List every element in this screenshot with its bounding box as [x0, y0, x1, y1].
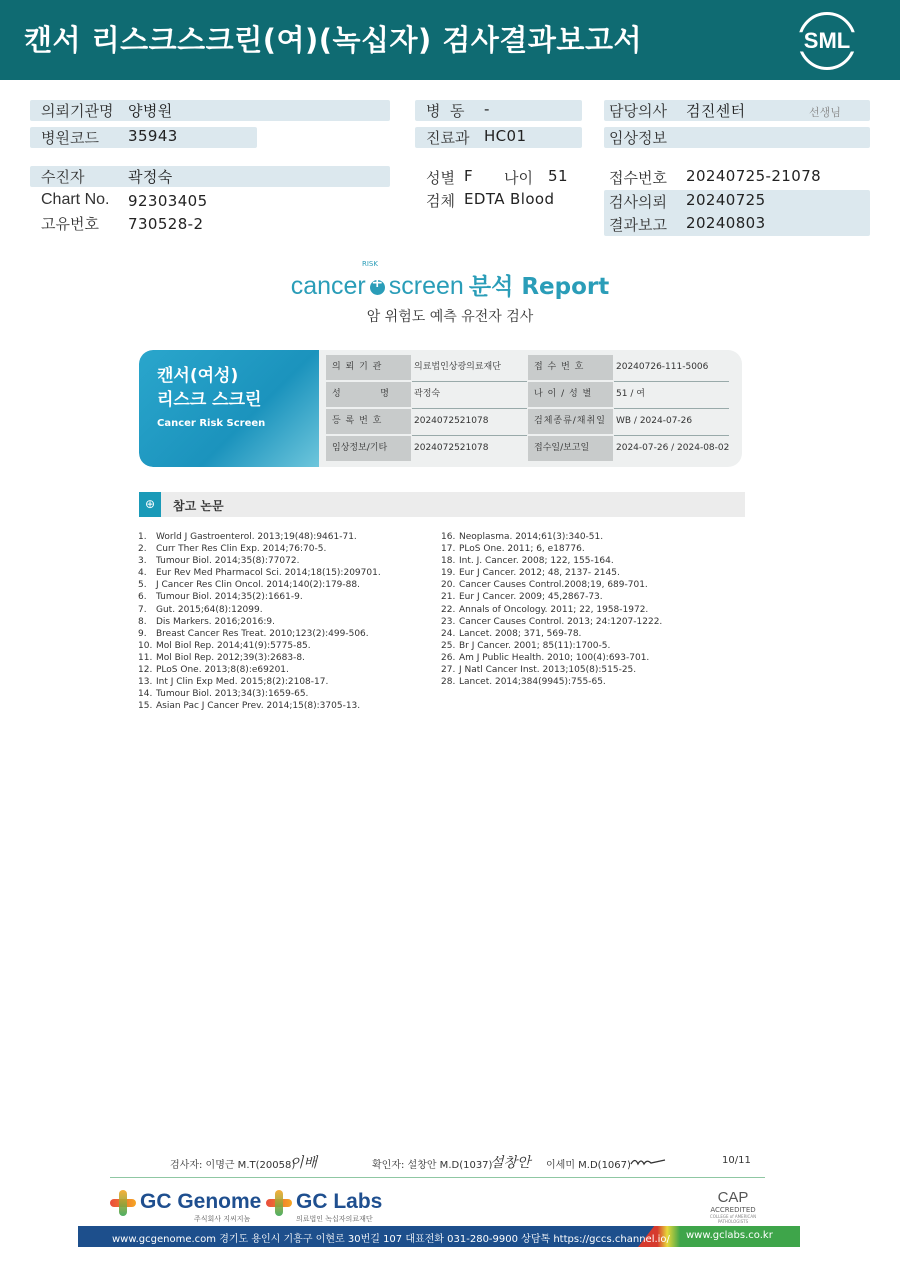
footer-divider [110, 1177, 765, 1178]
reference-item: 23. Cancer Causes Control. 2013; 24:1207-1222. [441, 616, 663, 627]
card-title-en: Cancer Risk Screen [157, 418, 266, 429]
cancer-risk-screen-brand [0, 260, 900, 301]
card-label: 접 수 번 호 [528, 355, 613, 380]
reference-item: 18. Int. J. Cancer. 2008; 122, 155-164. [441, 556, 614, 567]
clinical-label: 임상정보 [609, 129, 667, 147]
id-label: 고유번호 [41, 215, 99, 233]
doctor-suffix: 선생님 [809, 106, 841, 119]
reference-item: 4. Eur Rev Med Pharmacol Sci. 2014;18(15):209701. [138, 568, 381, 579]
confirmer-sign: 확인자: 설창안 M.D(1037) [372, 1160, 493, 1171]
client-label: 의뢰기관명 [41, 102, 114, 120]
reference-item: 15. Asian Pac J Cancer Prev. 2014;15(8):3705-13. [138, 701, 361, 712]
age-value: 51 [548, 167, 568, 185]
reference-item: 11. Mol Biol Rep. 2012;39(3):2683-8. [138, 652, 305, 663]
reference-item: 1. World J Gastroenterol. 2013;19(48):9461-71. [138, 532, 357, 542]
reference-item: 10. Mol Biol Rep. 2014;41(9):5775-85. [138, 640, 311, 651]
doctor-label: 담당의사 [609, 102, 667, 120]
reference-item: 16. Neoplasma. 2014;61(3):340-51. [441, 532, 604, 542]
brand-screen: screen [388, 272, 464, 300]
reference-item: 25. Br J Cancer. 2001; 85(11):1700-5. [441, 640, 611, 651]
reference-item: 7. Gut. 2015;64(8):12099. [138, 604, 263, 615]
ward-value: - [484, 100, 490, 118]
report-title: 캔서 리스크스크린(여)(녹십자) 검사결과보고서 [24, 23, 642, 57]
reference-item: 17. PLoS One. 2011; 6, e18776. [441, 544, 585, 555]
reference-item: 6. Tumour Biol. 2014;35(2):1661-9. [138, 592, 303, 603]
summary-card [139, 350, 742, 467]
reference-item: 14. Tumour Biol. 2013;34(3):1659-65. [138, 689, 309, 700]
dept-label: 진료과 [426, 129, 470, 147]
reference-item: 3. Tumour Biol. 2014;35(8):77072. [138, 556, 300, 567]
reference-item: 2. Curr Ther Res Clin Exp. 2014;76:70-5. [138, 544, 327, 555]
receipt-label: 접수번호 [609, 169, 667, 187]
card-label: 검체종류/채취일 [528, 409, 613, 434]
reference-item: 12. PLoS One. 2013;8(8):e69201. [138, 665, 289, 676]
reference-item: 26. Am J Public Health. 2010; 100(4):693-701. [441, 652, 650, 663]
reference-item: 13. Int J Clin Exp Med. 2015;8(2):2108-17. [138, 677, 329, 688]
id-value: 730528-2 [128, 215, 204, 233]
report-label: 결과보고 [609, 216, 667, 234]
card-title-2: 리스크 스크린 [157, 390, 262, 410]
specimen-label: 검체 [426, 192, 455, 210]
chart-value: 92303405 [128, 192, 208, 210]
card-value: 2024-07-26 / 2024-08-02 [616, 443, 730, 453]
confirmer-signature: 설창안 [490, 1155, 531, 1171]
reference-item: 20. Cancer Causes Control.2008;19, 689-701. [441, 580, 648, 591]
reference-item: 22. Annals of Oncology. 2011; 22, 1958-1972. [441, 604, 649, 615]
references-title: 참고 논문 [173, 499, 224, 513]
footer-address: www.gcgenome.com 경기도 용인시 기흥구 이현로 30번길 107 대표전화 031-280-9900 상담톡 https://gccs.channel.io/ [112, 1234, 670, 1245]
reference-icon: ⊕ [139, 492, 161, 517]
card-value: 2024072521078 [414, 416, 489, 426]
client-value: 양병원 [128, 102, 173, 120]
references-header [139, 492, 745, 517]
report-header [0, 0, 900, 80]
card-title-1: 캔서(여성) [157, 366, 239, 386]
specimen-value: EDTA Blood [464, 190, 555, 208]
brand-cancer: cancer [290, 272, 366, 300]
tester-signature: 이배 [290, 1155, 318, 1171]
reference-item: 24. Lancet. 2008; 371, 569-78. [441, 628, 582, 639]
page-number: 10/11 [722, 1155, 751, 1166]
card-label: 나 이 / 성 별 [528, 382, 613, 407]
age-label: 나이 [504, 169, 533, 187]
reference-item: 9. Breast Cancer Res Treat. 2010;123(2):499-506. [138, 628, 369, 639]
footer-url: www.gclabs.co.kr [686, 1230, 773, 1241]
brand-report: 분석 Report [468, 274, 610, 300]
card-value: WB / 2024-07-26 [616, 416, 693, 426]
card-value: 51 / 여 [616, 389, 645, 399]
confirmer2-sign: 이세미 M.D(1067) [546, 1160, 631, 1171]
card-label: 의 뢰 기 관 [326, 355, 411, 380]
plus-icon [370, 280, 385, 295]
chart-label: Chart No. [41, 191, 110, 208]
report-value: 20240803 [686, 214, 766, 232]
dept-value: HC01 [484, 127, 527, 145]
reference-item: 5. J Cancer Res Clin Oncol. 2014;140(2):179-88. [138, 580, 360, 591]
confirmer2-signature [630, 1156, 666, 1168]
receipt-value: 20240725-21078 [686, 167, 822, 185]
reference-item: 27. J Natl Cancer Inst. 2013;105(8):515-25. [441, 665, 637, 676]
hospital-code-value: 35943 [128, 127, 178, 145]
reference-item: 19. Eur J Cancer. 2012; 48, 2137- 2145. [441, 568, 620, 579]
patient-label: 수진자 [41, 168, 85, 186]
ward-label: 병 동 [426, 102, 465, 120]
card-label: 접수일/보고일 [528, 436, 613, 461]
brand-risk: RISK [362, 260, 378, 268]
card-label: 등 록 번 호 [326, 409, 411, 434]
card-title-panel [139, 350, 319, 467]
sex-value: F [464, 167, 474, 185]
card-value: 2024072521078 [414, 443, 489, 453]
reference-item: 21. Eur J Cancer. 2009; 45,2867-73. [441, 592, 603, 603]
brand-subtitle: 암 위험도 예측 유전자 검사 [366, 309, 534, 325]
reference-item: 8. Dis Markers. 2016;2016:9. [138, 616, 275, 627]
card-value: 곽정숙 [414, 389, 441, 399]
hospital-code-label: 병원코드 [41, 129, 99, 147]
card-label: 성 명 [326, 382, 411, 407]
sex-label: 성별 [426, 169, 455, 187]
footer-bar [78, 1226, 800, 1247]
sml-logo: SML [798, 12, 856, 70]
card-value: 의료법인상광의료재단 [414, 362, 501, 372]
card-label: 임상정보/기타 [326, 436, 411, 461]
patient-value: 곽정숙 [128, 168, 173, 186]
request-label: 검사의뢰 [609, 193, 667, 211]
card-value: 20240726-111-5006 [616, 362, 709, 372]
references-right [441, 531, 662, 688]
tester-sign: 검사자: 이명근 M.T(20058) [170, 1160, 296, 1171]
reference-item: 28. Lancet. 2014;384(9945):755-65. [441, 677, 606, 688]
references-left [138, 531, 381, 712]
cap-accredited-logo: CAP ACCREDITED COLLEGE of AMERICAN PATHOLOGISTS [709, 1189, 757, 1224]
doctor-value: 검진센터 [686, 102, 746, 120]
request-value: 20240725 [686, 191, 766, 209]
